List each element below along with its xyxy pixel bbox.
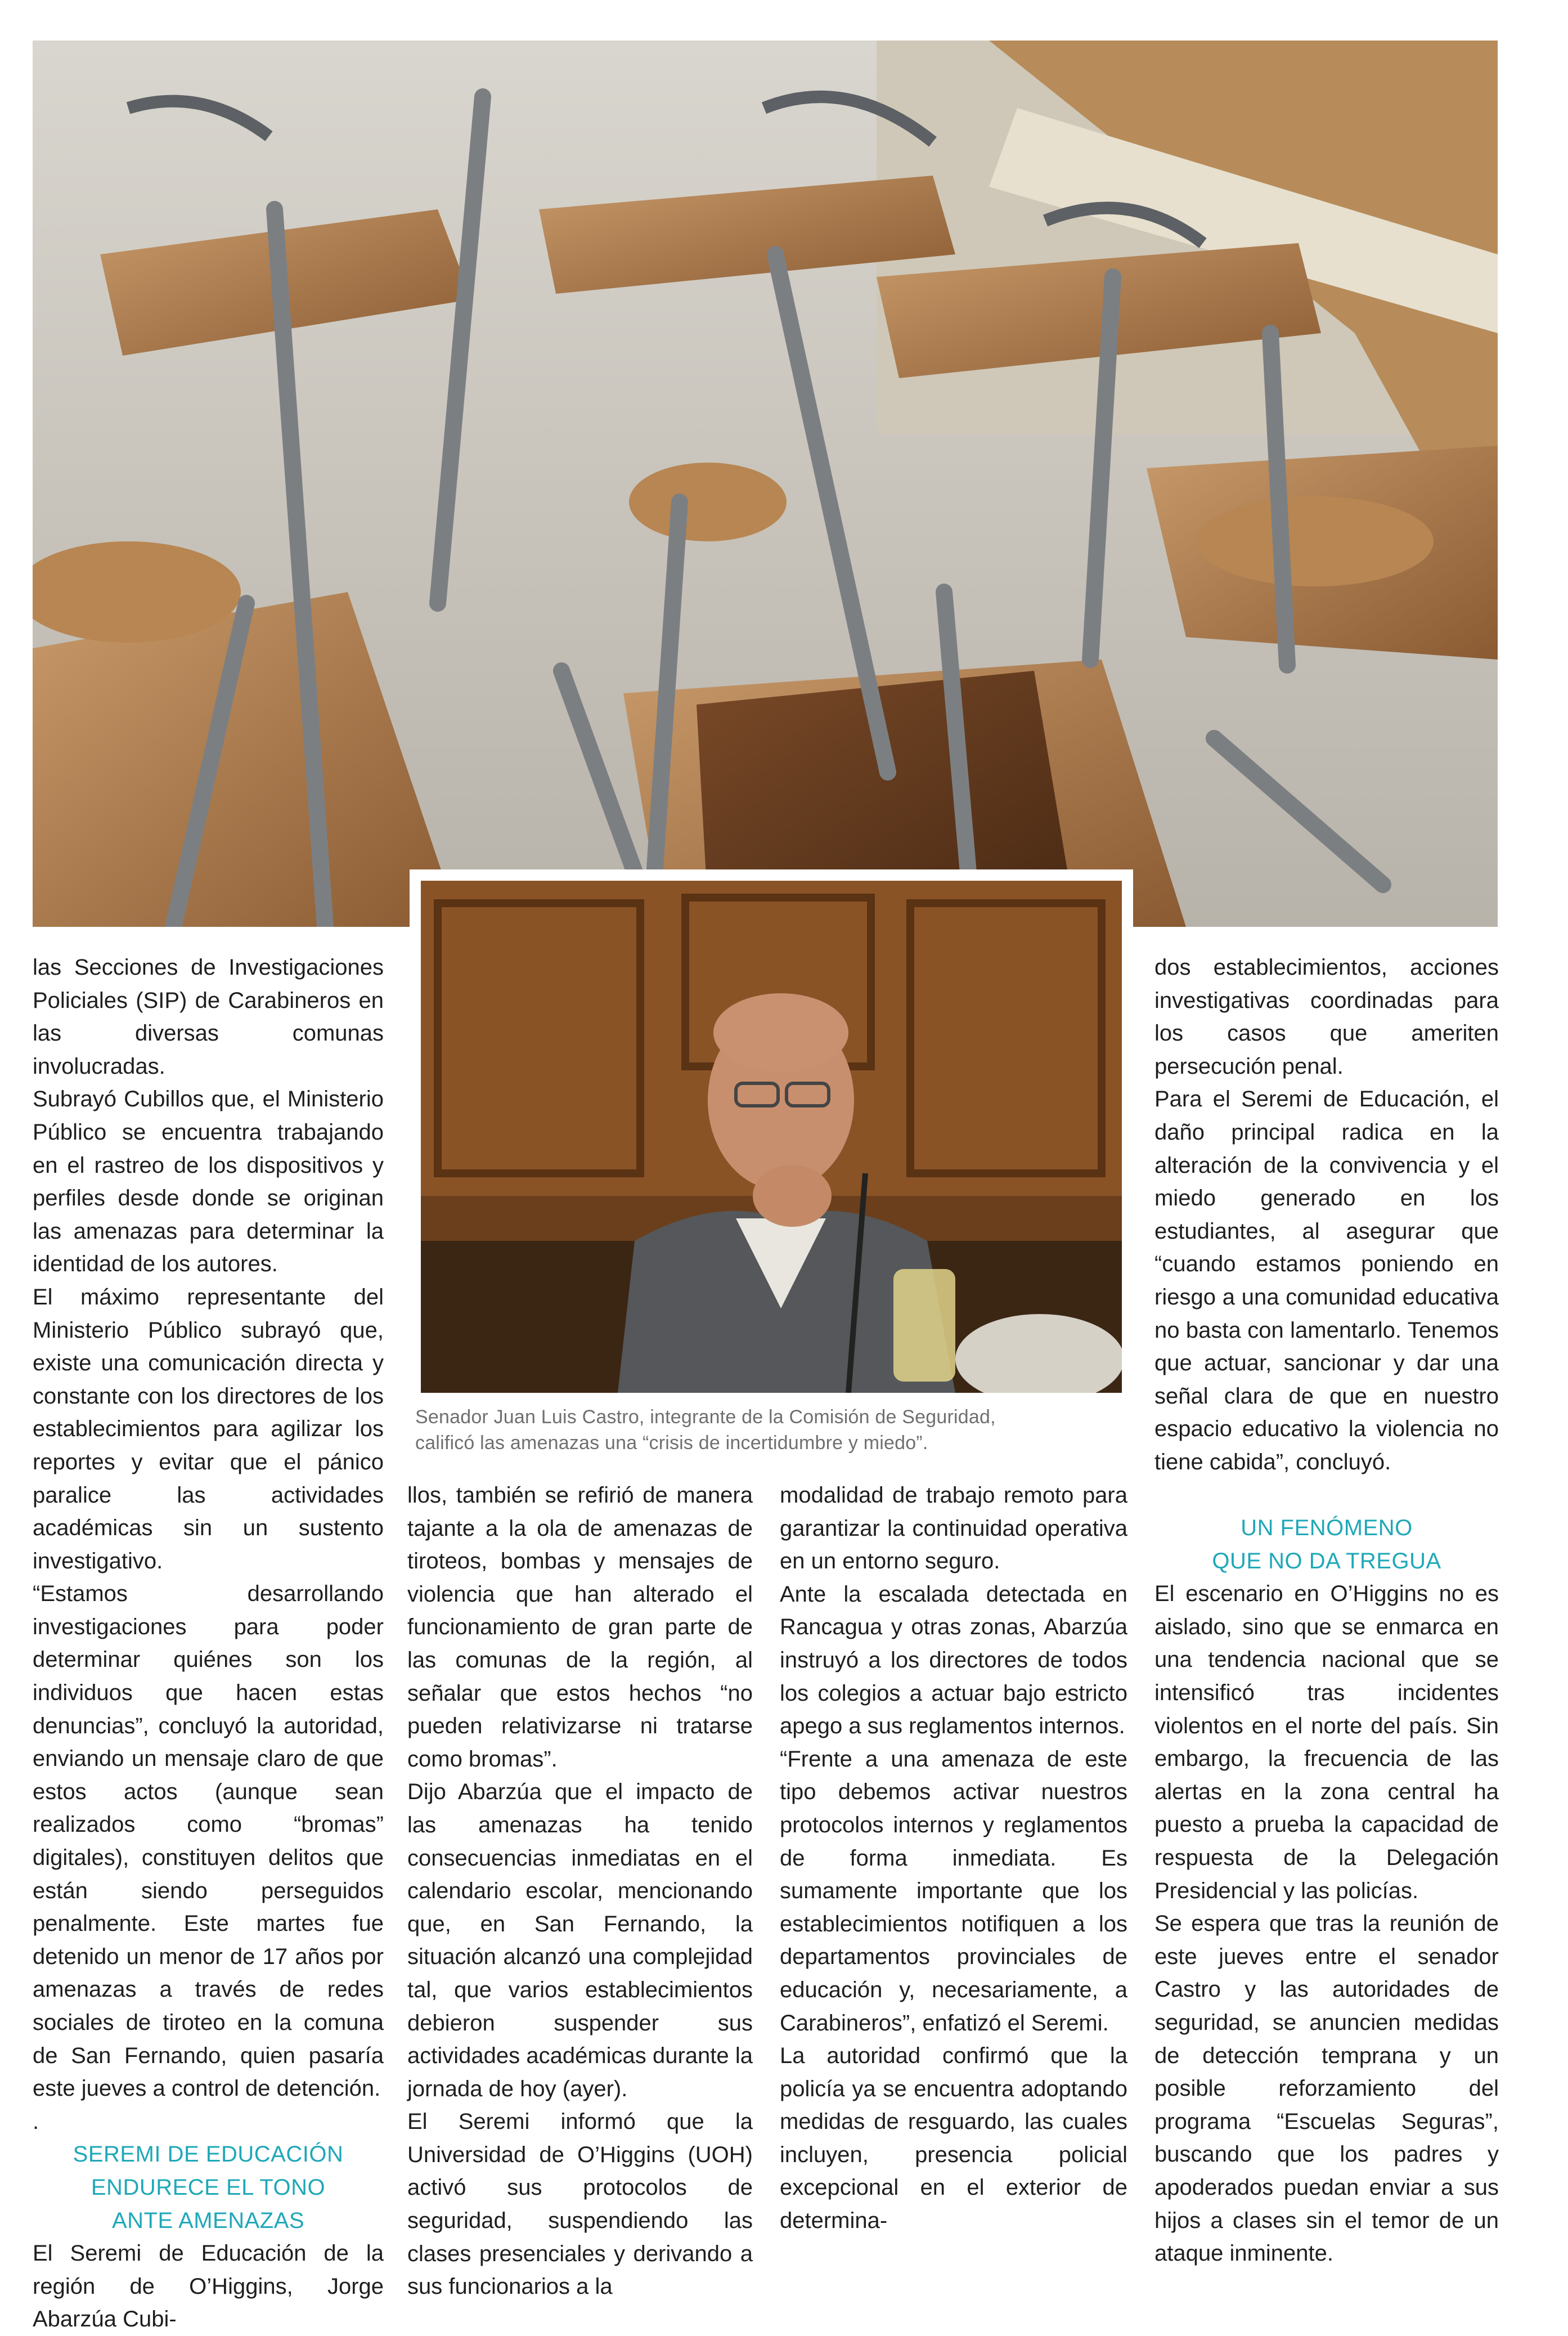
- article-column-4: [1154, 951, 1499, 2270]
- paragraph: Subrayó Cubillos que, el Ministerio Público se encuentra trabajando en el rastreo de los dispositivos y perfiles desde donde se originan las amenazas para determinar la identidad de los autores.: [33, 1087, 384, 1277]
- paragraph: llos, también se refirió de manera tajante a la ola de amenazas de tiroteos, bombas y mensajes de violencia que han alterado el funcionamiento de gran parte de las comunas de la región, al señalar que estos hechos “no pueden relativizarse ni tratarse como bromas”.: [407, 1483, 753, 1772]
- paragraph: “Frente a una amenaza de este tipo debemos activar nuestros protocolos internos y reglamentos de forma inmediata. Es sumamente importante que los establecimientos notifiquen a los departamentos provinciales de educación y, necesariamente, a Carabineros”, enfatizó el Seremi.: [780, 1746, 1127, 2035]
- paragraph: La autoridad confirmó que la policía ya se encuentra adoptando medidas de resguardo, las cuales incluyen, presencia policial excepcional en el exterior de determina-: [780, 2043, 1127, 2234]
- paragraph: “Estamos desarrollando investigaciones para poder determinar quiénes son los individuos que hacen estas denuncias”, concluyó la autoridad, enviando un mensaje claro de que estos actos (aunque sean realizados como “bromas” digitales), constituyen delitos que están siendo perseguidos penalmente. Este martes fue detenido un menor de 17 años por amenazas a través de redes sociales de tiroteo en la comuna de San Fernando, quien pasaría este jueves a control de detención.: [33, 1581, 384, 2101]
- paragraph: El escenario en O’Higgins no es aislado, sino que se enmarca en una tendencia nacional que se intensificó tras incidentes violentos en el norte del país. Sin embargo, la frecuencia de las alertas en la zona central ha puesto a prueba la capacidad de respuesta de la Delegación Presidencial y las policías.: [1154, 1581, 1499, 1903]
- caption-line-1: Senador Juan Luis Castro, integrante de la Comisión de Seguridad,: [415, 1406, 996, 1428]
- subheading-line: ENDURECE EL TONO: [91, 2174, 326, 2200]
- paragraph: Se espera que tras la reunión de este jueves entre el senador Castro y las autoridades de seguridad, se anuncien medidas de detección temprana y un posible reforzamiento del programa “Escuelas Seguras”, buscando que los padres y apoderados puedan enviar a sus hijos a clases sin el temor de un ataque inminente.: [1154, 1911, 1499, 2266]
- paragraph: Ante la escalada detectada en Rancagua y otras zonas, Abarzúa instruyó a los directores de todos los colegios a actuar bajo estricto apego a sus reglamentos internos.: [780, 1581, 1127, 1739]
- subheading-line: ANTE AMENAZAS: [111, 2208, 305, 2233]
- paragraph: Para el Seremi de Educación, el daño principal radica en la alteración de la convivencia y el miedo generado en los estudiantes, al asegurar que “cuando estamos poniendo en riesgo a una comunidad educativa no basta con lamentarlo. Tenemos que actuar, sancionar y dar una señal clara de que en nuestro espacio educativo la violencia no tiene cabida”, concluyó.: [1154, 1087, 1499, 1474]
- main-photo: [33, 41, 1498, 927]
- subheading-fenomeno: [1154, 1512, 1499, 1577]
- paragraph: El Seremi informó que la Universidad de O’Higgins (UOH) activó sus protocolos de seguridad, suspendiendo las clases presenciales y derivando a sus funcionarios a la: [407, 2109, 753, 2299]
- paragraph: El Seremi de Educación de la región de O’Higgins, Jorge Abarzúa Cubi-: [33, 2241, 384, 2332]
- subheading-line: SEREMI DE EDUCACIÓN: [73, 2142, 344, 2167]
- subheading-seremi: [33, 2138, 384, 2237]
- article-column-1: [33, 951, 384, 2336]
- stray-period: .: [33, 2109, 39, 2134]
- subheading-line: UN FENÓMENO: [1241, 1516, 1413, 1541]
- paragraph: modalidad de trabajo remoto para garantizar la continuidad operativa en un entorno seguro.: [780, 1483, 1127, 1574]
- paragraph: dos establecimientos, acciones investigativas coordinadas para los casos que ameriten persecución penal.: [1154, 955, 1499, 1079]
- paragraph: El máximo representante del Ministerio Público subrayó que, existe una comunicación directa y constante con los directores de los establecimientos para agilizar los reportes y evitar que el pánico paralice las actividades académicas sin un sustento investigativo.: [33, 1284, 384, 1573]
- spacer: [1154, 1479, 1499, 1512]
- caption-line-2: calificó las amenazas una “crisis de incertidumbre y miedo”.: [415, 1432, 928, 1454]
- subheading-line: QUE NO DA TREGUA: [1212, 1548, 1441, 1573]
- inset-photo-frame: [410, 869, 1133, 1404]
- paragraph: las Secciones de Investigaciones Policiales (SIP) de Carabineros en las diversas comunas involucradas.: [33, 955, 384, 1079]
- paragraph: Dijo Abarzúa que el impacto de las amenazas ha tenido consecuencias inmediatas en el calendario escolar, mencionando que, en San Fernando, la situación alcanzó una complejidad tal, que varios establecimientos debieron suspender sus actividades académicas durante la jornada de hoy (ayer).: [407, 1779, 753, 2101]
- photo-caption: [415, 1404, 1124, 1456]
- inset-photo: [421, 881, 1122, 1393]
- article-column-3: [780, 1479, 1127, 2238]
- article-column-2: [407, 1479, 753, 2303]
